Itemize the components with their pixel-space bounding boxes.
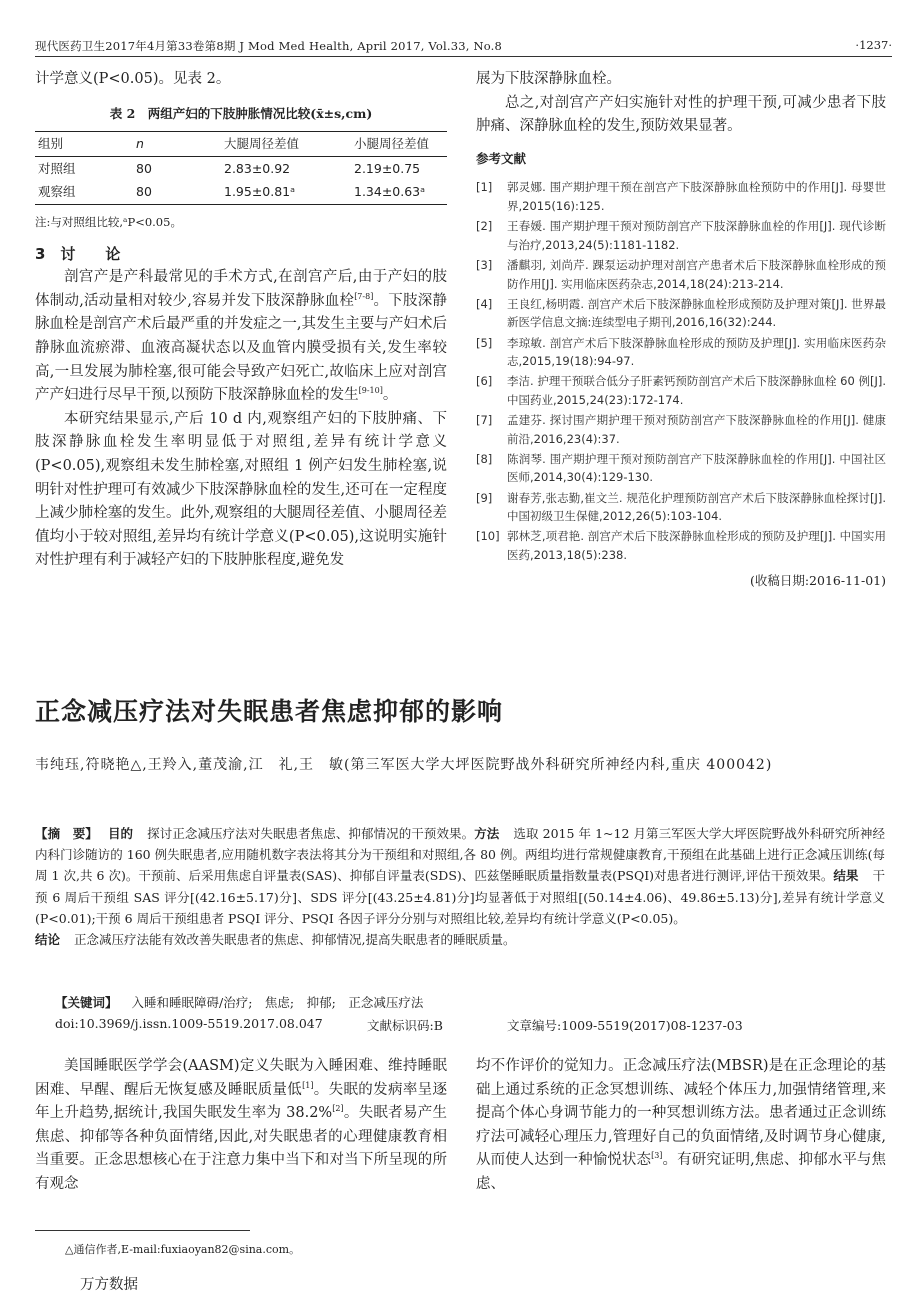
table-cell: 2.83±0.92 [224, 160, 291, 176]
table-header-cell: n [136, 136, 144, 152]
table-cell: 1.34±0.63ᵃ [354, 184, 426, 200]
citation: [1] [302, 1080, 314, 1090]
footnote: △通信作者,E-mail:fuxiaoyan82@sina.com。 [65, 1243, 301, 1256]
watermark: 万方数据 [80, 1277, 138, 1293]
article-title: 正念减压疗法对失眠患者焦虑抑郁的影响 [35, 697, 504, 726]
table-header-row [35, 132, 447, 157]
reference-item: [9] 谢春芳,张志勤,崔文兰. 规范化护理预防剖宫产术后下肢深静脉血栓探讨[J]. 中国初级卫生保健,2012,26(5):103-104. [476, 490, 886, 524]
table-cell: 80 [136, 184, 152, 200]
table-cell: 观察组 [38, 184, 76, 200]
table-row [35, 180, 447, 204]
abstract [35, 823, 885, 950]
result-text: 干预 6 周后干预组 SAS 评分[(42.16±5.17)分]、SDS 评分[(43.25±4.81)分]均显著低于对照组[(50.14±4.06)、49.86±5.13)分],差异有统计学意义(P<0.01);干预 6 周后干预组患者 PSQI 评分、PSQI 各因子评分分别与对照组比较,差异均有统计学意义(P<0.05)。 [35, 868, 885, 926]
table-note: 注:与对照组比较,ᵃP<0.05。 [35, 214, 182, 229]
citation: [9-10] [358, 386, 383, 396]
paragraph: 本研究结果显示,产后 10 d 内,观察组产妇的下肢肿痛、下肢深静脉血栓发生率明显低于对照组,差异有统计学意义(P<0.05),观察组未发生肺栓塞,对照组 1 例产妇发生肺栓塞,说明针对性护理可有效减少下肢深静脉血栓的发生,还可在一定程度上减少肺栓塞的发生。此外,观察组的大腿周径差值、小腿周径差值均小于较对照组,差异均有统计学意义(P<0.05),这说明实施针对性护理有利于减轻产妇的下肢肿胀程度,避免发 [35, 410, 447, 569]
body-right-column [476, 1055, 886, 1197]
reference-item: [3] 潘麒羽, 刘尚芹. 踝泵运动护理对剖宫产患者术后下肢深静脉血栓形成的预防作用[J]. 实用临床医药杂志,2014,18(24):213-214. [476, 257, 886, 291]
reference-item: [7] 孟建芬. 探讨围产期护理干预对预防剖宫产下肢深静脉血栓的作用[J]. 健康前沿,2016,23(4):37. [476, 413, 886, 446]
method-label: 方法 [474, 826, 500, 841]
reference-item: [5] 李琼敏. 剖宫产术后下肢深静脉血栓形成的预防及护理[J]. 实用临床医药杂志,2015,19(18):94-97. [476, 335, 886, 369]
table-header-cell: 大腿周径差值 [224, 136, 300, 152]
journal-header: 现代医药卫生2017年4月第33卷第8期 J Mod Med Health, April 2017, Vol.33, No.8 [35, 39, 503, 53]
paragraph: 美国睡眠医学学会(AASM)定义失眠为入睡困难、维持睡眠困难、早醒、醒后无恢复感及睡眠质量低[1]。失眠的发病率呈逐年上升趋势,据统计,我国失眠发生率为 38.2%[2]。失眠者易产生焦虑、抑郁等各种负面情绪,因此,对失眠患者的心理健康教育相当重要。正念思想核心在于注意力集中当下和对当下所呈现的所有观念 [35, 1058, 448, 1192]
left-column [35, 68, 447, 573]
reference-item: [8] 陈润琴. 围产期护理干预对预防剖宫产下肢深静脉血栓的作用[J]. 中国社区医师,2014,30(4):129-130. [476, 451, 886, 485]
reference-item: [10] 郭林芝,项君艳. 剖宫产术后下肢深静脉血栓形成的预防及护理[J]. 中国实用医药,2013,18(5):238. [476, 529, 886, 562]
page-number: ·1237· [855, 38, 892, 52]
reference-item: [4] 王良红,杨明霞. 剖宫产术后下肢深静脉血栓形成预防及护理对策[J]. 世界最新医学信息文摘:连续型电子期刊,2016,16(32):244. [476, 296, 886, 330]
references-heading: 参考文献 [476, 150, 527, 166]
table-cell: 80 [136, 160, 152, 176]
reference-item: [6] 李洁. 护理干预联合低分子肝素钙预防剖宫产术后下肢深静脉血栓 60 例[J]. 中国药业,2015,24(23):172-174. [476, 374, 886, 407]
paragraph: 总之,对剖宫产产妇实施针对性的护理干预,可减少患者下肢肿痛、深静脉血栓的发生,预防效果显著。 [476, 94, 886, 135]
citation: [7-8] [354, 291, 374, 301]
table-header-cell: 组别 [38, 136, 64, 152]
abstract-label: 【摘 要】 [35, 826, 98, 841]
keywords-label: 【关键词】 [55, 995, 118, 1010]
method-text: 选取 2015 年 1~12 月第三军医大学大坪医院野战外科研究所神经内科门诊随访的 160 例失眠患者,应用随机数字表法将其分为干预组和对照组,各 80 例。两组均进行常规健康教育,干预组在此基础上进行正念减压训练(每周 1 次,共 6 次)。干预前、后采用焦虑自评量表(SAS)、抑郁自评量表(SDS)、匹兹堡睡眠质量指数量表(PSQI)对患者进行测评,评估干预效果。 [35, 826, 885, 884]
received-date: (收稿日期:2016-11-01) [749, 572, 886, 588]
citation: [2] [332, 1104, 344, 1114]
table-cell: 对照组 [38, 160, 76, 176]
conclusion-label: 结论 [35, 932, 61, 948]
table-2 [35, 131, 447, 205]
aim-label: 目的 [107, 826, 134, 841]
reference-item: [2] 王春媛. 围产期护理干预对预防剖宫产下肢深静脉血栓的作用[J]. 现代诊断与治疗,2013,24(5):1181-1182. [476, 219, 886, 252]
section-heading: 3 讨 论 [35, 244, 121, 263]
article-number: 文章编号:1009-5519(2017)08-1237-03 [507, 1018, 743, 1033]
table-cell: 2.19±0.75 [354, 160, 421, 176]
continued-text: 展为下肢深静脉血栓。 [476, 71, 621, 87]
result-label: 结果 [833, 868, 859, 884]
keywords-text: 入睡和睡眠障碍/治疗; 焦虑; 抑郁; 正念减压疗法 [131, 995, 424, 1010]
keywords [55, 993, 423, 1011]
authors: 韦纯珏,符晓艳△,王羚入,董茂渝,江 礼,王 敏(第三军医大学大坪医院野战外科研究所神经内科,重庆 400042) [35, 757, 773, 773]
paragraph: 剖宫产是产科最常见的手术方式,在剖宫产后,由于产妇的肢体制动,活动量相对较少,容易并发下肢深静脉血栓[7-8]。下肢深静脉血栓是剖宫产术后最严重的并发症之一,其发生主要与产妇术后静脉血流瘀滞、血液高凝状态以及血管内膜受损有关,发生率较高,一旦发展为肺栓塞,很可能会导致产妇死亡,故临床上应对剖宫产产妇进行尽早干预,以预防下肢深静脉血栓的发生[9-10]。 [35, 269, 448, 404]
footnote-rule [35, 1230, 250, 1231]
document-code: 文献标识码:B [367, 1018, 443, 1033]
citation: [3] [651, 1151, 663, 1161]
conclusion-text: 正念减压疗法能有效改善失眠患者的焦虑、抑郁情况,提高失眠患者的睡眠质量。 [74, 932, 516, 948]
body-left-column [35, 1055, 447, 1197]
continued-text: 计学意义(P<0.05)。见表 2。 [35, 71, 231, 87]
table-row [35, 156, 447, 180]
header-rule [35, 56, 892, 57]
doi: doi:10.3969/j.issn.1009-5519.2017.08.047 [55, 1016, 323, 1031]
table-header-cell: 小腿周径差值 [354, 136, 430, 152]
paragraph: 均不作评价的觉知力。正念减压疗法(MBSR)是在正念理论的基础上通过系统的正念冥想训练、减轻个体压力,加强情绪管理,来提高个体心身调节能力的一种冥想训练方法。患者通过正念训练疗法可减轻心理压力,管理好自己的负面情绪,及时调节身心健康,从而使人达到一种愉悦状态[3]。有研究证明,焦虑、抑郁水平与焦虑、 [476, 1058, 887, 1192]
reference-list [476, 178, 886, 564]
table-cell: 1.95±0.81ᵃ [224, 184, 296, 200]
right-column [476, 68, 886, 592]
reference-item: [1] 郭灵娜. 围产期护理干预在剖宫产下肢深静脉血栓预防中的作用[J]. 母婴世界,2015(16):125. [476, 180, 886, 213]
aim-text: 探讨正念减压疗法对失眠患者焦虑、抑郁情况的干预效果。 [147, 826, 475, 841]
table-caption: 表 2 两组产妇的下肢肿胀情况比较(x̄±s,cm) [109, 105, 373, 121]
article-meta [55, 1016, 885, 1034]
